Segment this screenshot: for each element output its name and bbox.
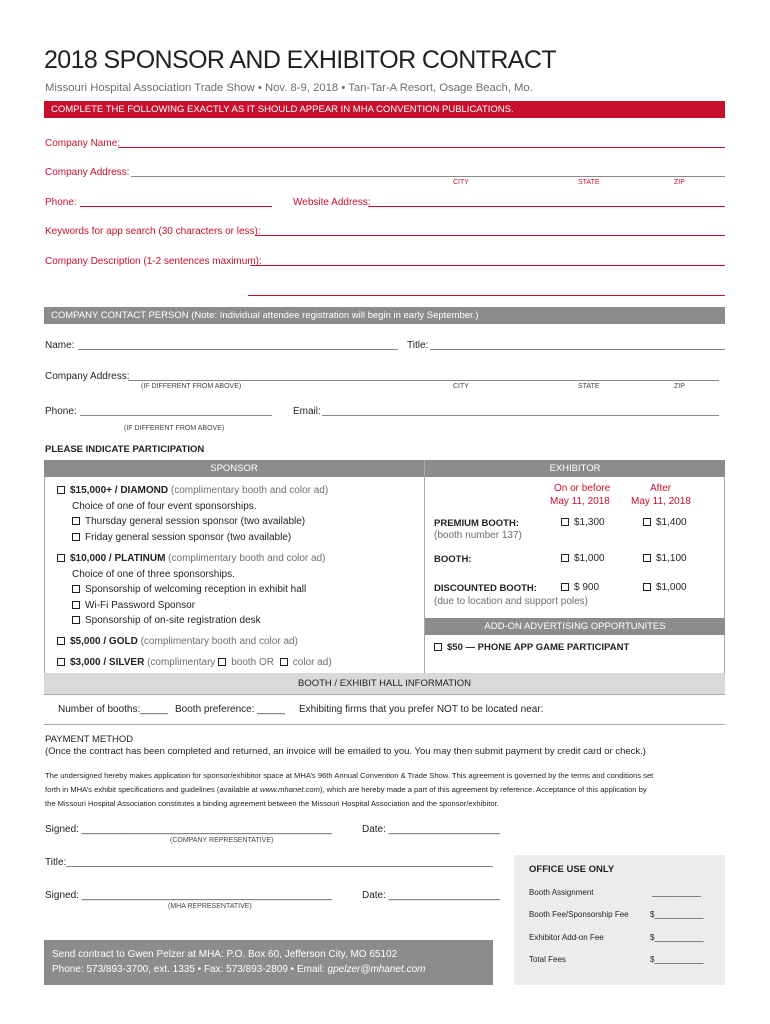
not-near-label: Exhibiting firms that you prefer NOT to be located near: [299, 704, 544, 715]
silver-checkbox[interactable] [57, 658, 65, 666]
addon-label: $50 — PHONE APP GAME PARTICIPANT [447, 642, 630, 653]
booth-late-checkbox[interactable] [643, 554, 651, 562]
contact-email-label: Email: [293, 406, 321, 417]
platinum-opt1-label: Sponsorship of welcoming reception in exhibit hall [85, 584, 307, 595]
company-address-label: Company Address: [45, 167, 130, 178]
instructions-banner-text: COMPLETE THE FOLLOWING EXACTLY AS IT SHOULD APPEAR IN MHA CONVENTION PUBLICATIONS. [51, 104, 514, 115]
instructions-banner [44, 101, 725, 118]
platinum-option[interactable] [57, 553, 325, 564]
booth-early-checkbox[interactable] [561, 554, 569, 562]
early-price-header-2: May 11, 2018 [550, 496, 610, 507]
company-address-field[interactable] [131, 176, 725, 177]
company-name-label: Company Name: [45, 138, 121, 149]
premium-early-checkbox[interactable] [561, 518, 569, 526]
contact-address-caption: (IF DIFFERENT FROM ABOVE) [141, 383, 242, 390]
platinum-note: (complimentary booth and color ad) [165, 553, 326, 564]
booth-assignment-label: Booth Assignment [529, 888, 594, 897]
title-field[interactable] [66, 866, 493, 867]
column-divider [424, 460, 425, 674]
silver-title: $3,000 / SILVER [70, 657, 145, 668]
company-state-caption: STATE [578, 179, 600, 186]
booth-preference-field[interactable]: Booth preference: _____ [175, 704, 286, 715]
silver-booth-checkbox[interactable] [218, 658, 226, 666]
description-label: Company Description (1-2 sentences maximum): [45, 256, 262, 267]
addon-header [425, 618, 725, 635]
booth-late-option[interactable] [643, 553, 687, 564]
early-price-header-1: On or before [554, 483, 611, 494]
platinum-opt3[interactable] [72, 615, 261, 626]
diamond-checkbox[interactable] [57, 486, 65, 494]
platinum-opt1[interactable] [72, 584, 306, 595]
gold-note: (complimentary booth and color ad) [137, 636, 298, 647]
footer-line-1: Send contract to Gwen Pelzer at MHA: P.O. Box 60, Jefferson City, MO 65102 [52, 949, 398, 960]
contact-city-caption: CITY [453, 383, 469, 390]
company-name-field[interactable] [118, 147, 725, 148]
premium-late-price: $1,400 [656, 517, 687, 528]
late-price-header-2: May 11, 2018 [631, 496, 691, 507]
discounted-booth-label: DISCOUNTED BOOTH: [434, 583, 537, 594]
addon-option[interactable] [434, 642, 629, 653]
contact-state-caption: STATE [578, 383, 600, 390]
booth-info-header [44, 673, 725, 694]
total-fees-label: Total Fees [529, 955, 566, 964]
diamond-option[interactable] [57, 485, 328, 496]
booth-fee-field[interactable]: $___________ [650, 910, 704, 919]
platinum-opt2-label: Wi-Fi Password Sponsor [85, 600, 196, 611]
sponsor-header [44, 460, 424, 477]
premium-booth-label: PREMIUM BOOTH: [434, 518, 519, 529]
agreement-line-3: the Missouri Hospital Association constitutes a binding agreement between the Missouri Hospital Association and the sponsor/exhibitor. [45, 799, 499, 808]
discount-early-option[interactable] [561, 582, 599, 593]
contact-email-field[interactable] [322, 415, 719, 416]
platinum-opt2-checkbox[interactable] [72, 601, 80, 609]
diamond-opt2-checkbox[interactable] [72, 533, 80, 541]
exhibitor-header [425, 460, 725, 477]
mha-rep-caption: (MHA REPRESENTATIVE) [168, 903, 252, 910]
agreement-line-2c: ), which are hereby made a part of this agreement by reference. Acceptance of this application by [319, 785, 647, 794]
agreement-line-1: The undersigned hereby makes application for sponsor/exhibitor space at MHA’s 96th Annual Convention & Trade Show. This agreement is governed by the terms and conditions set [45, 771, 654, 780]
discount-early-price: $ 900 [574, 582, 600, 593]
contact-title-field[interactable] [430, 349, 725, 350]
contact-phone-caption: (IF DIFFERENT FROM ABOVE) [124, 425, 225, 432]
diamond-opt2-label: Friday general session sponsor (two available) [85, 532, 292, 543]
discount-early-checkbox[interactable] [561, 583, 569, 591]
keywords-field[interactable] [255, 235, 725, 236]
website-label: Website Address: [293, 197, 371, 208]
mhanet-link[interactable]: www.mhanet.com [260, 785, 320, 794]
contact-name-label: Name: [45, 340, 75, 351]
premium-late-checkbox[interactable] [643, 518, 651, 526]
footer-line-2 [52, 962, 493, 977]
booth-assignment-field[interactable]: ___________ [652, 888, 701, 897]
diamond-title: $15,000+ / DIAMOND [70, 485, 169, 496]
contact-title-label: Title: [407, 340, 429, 351]
participation-heading: PLEASE INDICATE PARTICIPATION [45, 444, 205, 455]
contact-name-field[interactable] [78, 349, 398, 350]
premium-early-option[interactable] [561, 517, 605, 528]
premium-booth-note: (booth number 137) [434, 530, 522, 541]
addon-fee-label: Exhibitor Add-on Fee [529, 933, 604, 942]
footer-line-2a: Phone: 573/893-3700, ext. 1335 • Fax: 573/893-2809 • Email: [52, 964, 328, 975]
number-of-booths-field[interactable]: Number of booths:_____ [58, 704, 169, 715]
company-date-field[interactable]: Date: ____________________ [362, 824, 500, 835]
platinum-title: $10,000 / PLATINUM [70, 553, 166, 564]
contact-banner [44, 307, 725, 324]
booth-info-bottom-line [44, 724, 725, 725]
contact-phone-field[interactable] [80, 415, 272, 416]
payment-text: (Once the contract has been completed and returned, an invoice will be emailed to you. You may then submit payment by credit card or check.) [45, 746, 646, 757]
contact-banner-text: COMPANY CONTACT PERSON (Note: Individual attendee registration will begin in early September.) [51, 310, 479, 321]
company-phone-field[interactable] [80, 206, 272, 207]
sponsor-header-text: SPONSOR [210, 463, 258, 474]
diamond-note: (complimentary booth and color ad) [168, 485, 329, 496]
diamond-opt1[interactable] [72, 516, 305, 527]
booth-label: BOOTH: [434, 554, 472, 565]
mha-date-field[interactable]: Date: ____________________ [362, 890, 500, 901]
contact-address-label: Company Address: [45, 371, 130, 382]
description-field-1[interactable] [250, 265, 725, 266]
addon-fee-field[interactable]: $___________ [650, 933, 704, 942]
premium-early-price: $1,300 [574, 517, 605, 528]
platinum-opt2[interactable] [72, 600, 195, 611]
company-zip-caption: ZIP [674, 179, 685, 186]
office-use-heading: OFFICE USE ONLY [529, 864, 615, 875]
footer-box [44, 940, 493, 985]
booth-early-price: $1,000 [574, 553, 605, 564]
silver-note1: (complimentary [144, 657, 219, 668]
title-label: Title: [45, 857, 67, 868]
addon-checkbox[interactable] [434, 643, 442, 651]
keywords-label: Keywords for app search (30 characters or less): [45, 226, 261, 237]
silver-colorad-checkbox[interactable] [280, 658, 288, 666]
website-field[interactable] [368, 206, 725, 207]
contact-address-field[interactable] [128, 380, 719, 381]
contact-zip-caption: ZIP [674, 383, 685, 390]
booth-info-header-text: BOOTH / EXHIBIT HALL INFORMATION [298, 678, 471, 689]
payment-heading: PAYMENT METHOD [45, 734, 134, 745]
silver-note2: color ad) [292, 657, 332, 668]
diamond-choice: Choice of one of four event sponsorships. [72, 501, 257, 512]
discount-late-checkbox[interactable] [643, 583, 651, 591]
discounted-booth-note: (due to location and support poles) [434, 596, 588, 607]
addon-header-text: ADD-ON ADVERTISING OPPORTUNITES [484, 621, 666, 632]
platinum-choice: Choice of one of three sponsorships. [72, 569, 235, 580]
agreement-line-2 [45, 785, 647, 794]
diamond-opt1-label: Thursday general session sponsor (two available) [85, 516, 306, 527]
discount-late-option[interactable] [643, 582, 687, 593]
total-fees-field[interactable]: $___________ [650, 955, 704, 964]
page-subtitle: Missouri Hospital Association Trade Show • Nov. 8-9, 2018 • Tan-Tar-A Resort, Osage Beach, Mo. [45, 82, 533, 94]
diamond-opt2[interactable] [72, 532, 291, 543]
platinum-opt3-checkbox[interactable] [72, 616, 80, 624]
gold-option[interactable] [57, 636, 298, 647]
gold-title: $5,000 / GOLD [70, 636, 138, 647]
exhibitor-header-text: EXHIBITOR [549, 463, 601, 474]
company-rep-caption: (COMPANY REPRESENTATIVE) [170, 837, 274, 844]
description-field-2[interactable] [248, 295, 725, 296]
platinum-checkbox[interactable] [57, 554, 65, 562]
discount-late-price: $1,000 [656, 582, 687, 593]
booth-late-price: $1,100 [656, 553, 687, 564]
company-signature-field[interactable]: Signed: _____________________________________________ [45, 824, 332, 835]
booth-early-option[interactable] [561, 553, 605, 564]
page-title: 2018 SPONSOR AND EXHIBITOR CONTRACT [44, 46, 556, 74]
late-price-header-1: After [650, 483, 672, 494]
premium-late-option[interactable] [643, 517, 687, 528]
gold-checkbox[interactable] [57, 637, 65, 645]
footer-email-link[interactable]: gpelzer@mhanet.com [327, 964, 426, 975]
contact-phone-label: Phone: [45, 406, 77, 417]
silver-option[interactable] [57, 657, 332, 668]
booth-fee-label: Booth Fee/Sponsorship Fee [529, 910, 629, 919]
company-phone-label: Phone: [45, 197, 77, 208]
diamond-opt1-checkbox[interactable] [72, 517, 80, 525]
agreement-line-2a: forth in MHA’s exhibit specifications and guidelines (available at [45, 785, 260, 794]
platinum-opt1-checkbox[interactable] [72, 585, 80, 593]
mha-signature-field[interactable]: Signed: _____________________________________________ [45, 890, 332, 901]
platinum-opt3-label: Sponsorship of on-site registration desk [85, 615, 261, 626]
company-city-caption: CITY [453, 179, 469, 186]
silver-booth-label: booth OR [231, 657, 277, 668]
